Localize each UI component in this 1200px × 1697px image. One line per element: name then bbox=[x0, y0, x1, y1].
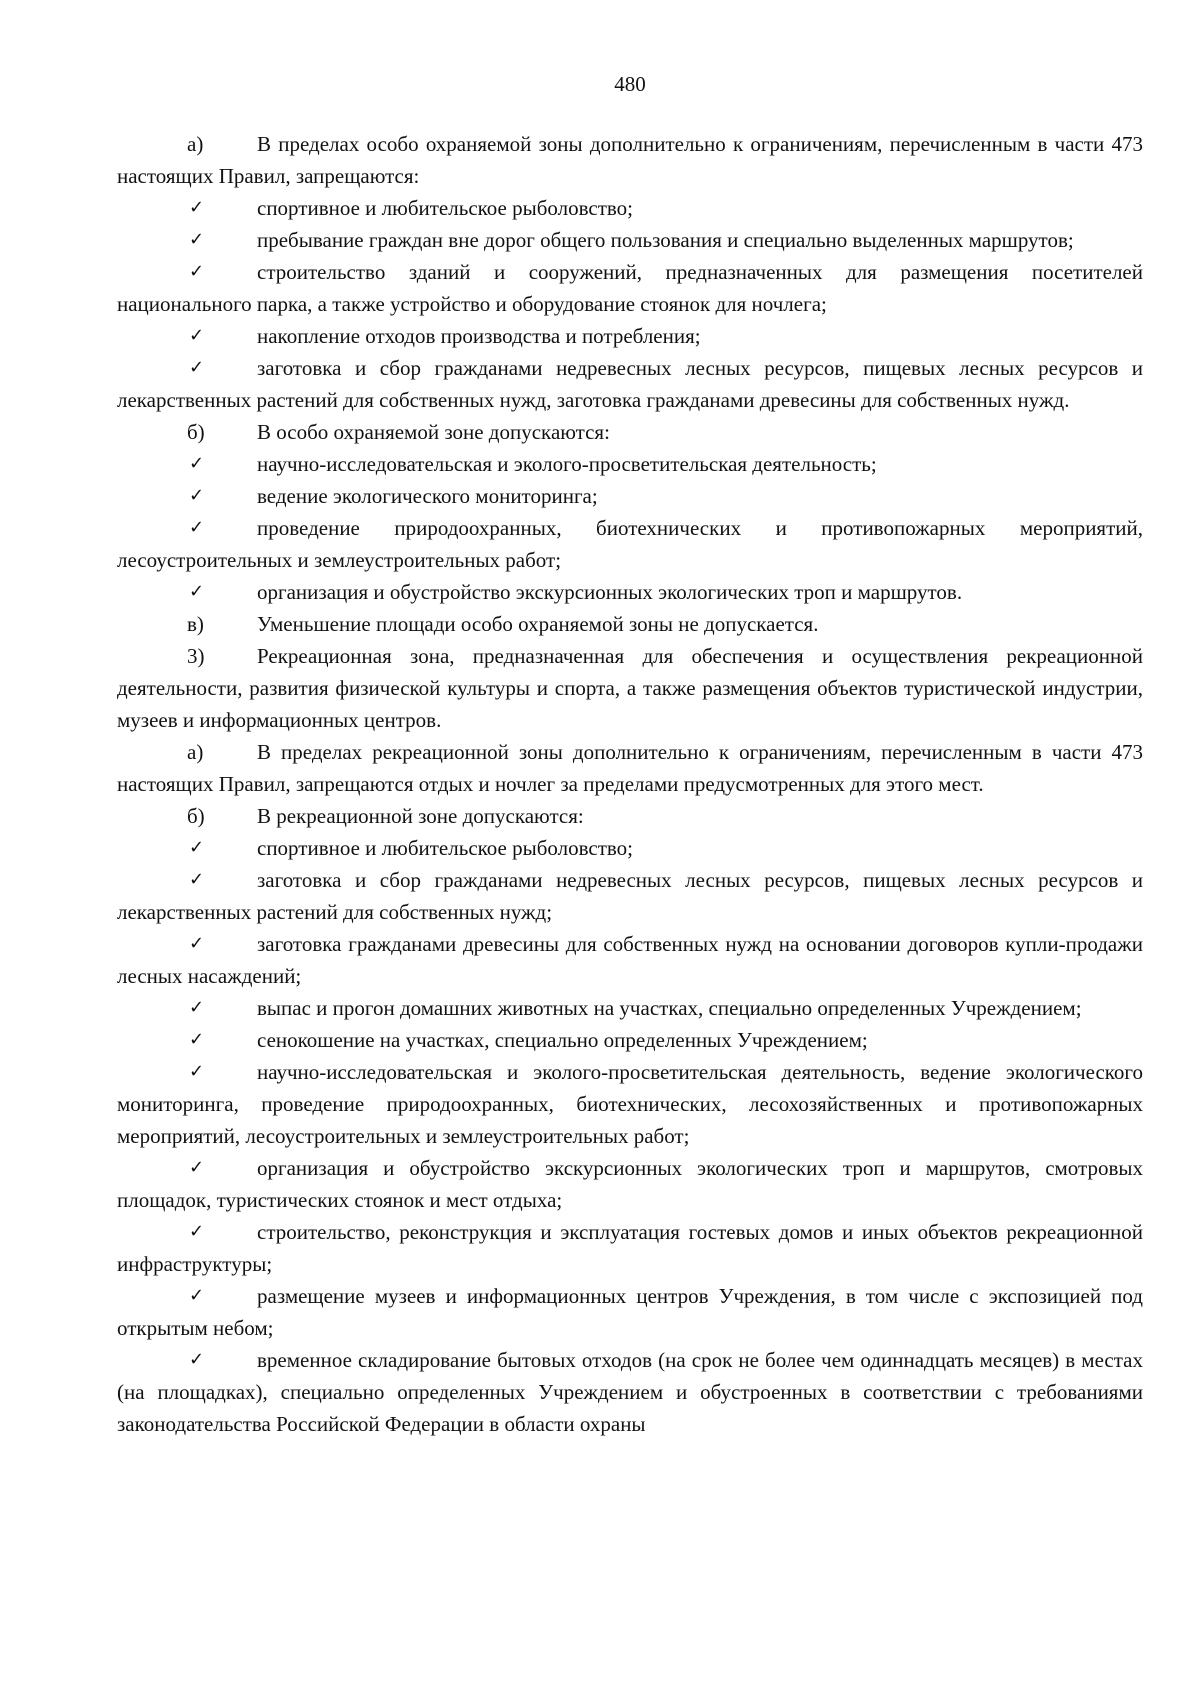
checkmark-icon: ✓ bbox=[189, 261, 205, 282]
list-item bbox=[117, 512, 1143, 576]
clause-marker: б) bbox=[187, 420, 205, 444]
paragraph-text: размещение музеев и информационных центров Учреждения, в том числе с экспозицией под открытым небом; bbox=[117, 1284, 1143, 1340]
clause-paragraph bbox=[117, 416, 1143, 448]
paragraph-text: спортивное и любительское рыболовство; bbox=[257, 836, 633, 860]
paragraph-text: В пределах особо охраняемой зоны дополнительно к ограничениям, перечисленным в части 473 настоящих Правил, запрещаются: bbox=[117, 132, 1143, 188]
checkmark-icon: ✓ bbox=[189, 869, 205, 890]
list-item bbox=[117, 1056, 1143, 1152]
paragraph-text: строительство, реконструкция и эксплуатация гостевых домов и иных объектов рекреационной инфраструктуры; bbox=[117, 1220, 1143, 1276]
paragraph-text: Рекреационная зона, предназначенная для обеспечения и осуществления рекреационной деятельности, развития физической культуры и спорта, а также размещения объектов туристической индустрии, музеев и информационных центров. bbox=[117, 644, 1143, 732]
paragraph-text: заготовка и сбор гражданами недревесных лесных ресурсов, пищевых лесных ресурсов и лекарственных растений для собственных нужд; bbox=[117, 868, 1143, 924]
paragraph-text: научно-исследовательская и эколого-просветительская деятельность; bbox=[257, 452, 877, 476]
list-item bbox=[117, 1216, 1143, 1280]
list-item bbox=[117, 192, 1143, 224]
checkmark-icon: ✓ bbox=[189, 1061, 205, 1082]
clause-paragraph bbox=[117, 608, 1143, 640]
checkmark-icon: ✓ bbox=[189, 1285, 205, 1306]
checkmark-icon: ✓ bbox=[189, 1221, 205, 1242]
paragraph-text: Уменьшение площади особо охраняемой зоны не допускается. bbox=[257, 612, 819, 636]
paragraph-text: ведение экологического мониторинга; bbox=[257, 484, 598, 508]
paragraph-text: В особо охраняемой зоне допускаются: bbox=[257, 420, 610, 444]
checkmark-icon: ✓ bbox=[189, 485, 205, 506]
checkmark-icon: ✓ bbox=[189, 1029, 205, 1050]
checkmark-icon: ✓ bbox=[189, 453, 205, 474]
list-item bbox=[117, 224, 1143, 256]
paragraph-text: заготовка и сбор гражданами недревесных лесных ресурсов, пищевых лесных ресурсов и лекарственных растений для собственных нужд, заготовка гражданами древесины для собственных нужд. bbox=[117, 356, 1143, 412]
paragraph-text: организация и обустройство экскурсионных экологических троп и маршрутов. bbox=[257, 580, 963, 604]
paragraph-text: проведение природоохранных, биотехнических и противопожарных мероприятий, лесоустроительных и землеустроительных работ; bbox=[117, 516, 1143, 572]
checkmark-icon: ✓ bbox=[189, 933, 205, 954]
clause-marker: а) bbox=[187, 740, 204, 764]
list-item bbox=[117, 1024, 1143, 1056]
clause-marker: а) bbox=[187, 132, 204, 156]
list-item bbox=[117, 256, 1143, 320]
list-item bbox=[117, 1344, 1143, 1440]
checkmark-icon: ✓ bbox=[189, 997, 205, 1018]
list-item bbox=[117, 352, 1143, 416]
list-item bbox=[117, 576, 1143, 608]
checkmark-icon: ✓ bbox=[189, 581, 205, 602]
clause-paragraph bbox=[117, 128, 1143, 192]
checkmark-icon: ✓ bbox=[189, 229, 205, 250]
checkmark-icon: ✓ bbox=[189, 357, 205, 378]
checkmark-icon: ✓ bbox=[189, 197, 205, 218]
checkmark-icon: ✓ bbox=[189, 837, 205, 858]
list-item bbox=[117, 320, 1143, 352]
paragraph-text: сенокошение на участках, специально определенных Учреждением; bbox=[257, 1028, 868, 1052]
paragraph-text: заготовка гражданами древесины для собственных нужд на основании договоров купли-продажи лесных насаждений; bbox=[117, 932, 1143, 988]
checkmark-icon: ✓ bbox=[189, 1349, 205, 1370]
paragraph-text: В пределах рекреационной зоны дополнительно к ограничениям, перечисленным в части 473 настоящих Правил, запрещаются отдых и ночлег за пределами предусмотренных для этого мест. bbox=[117, 740, 1143, 796]
paragraph-text: пребывание граждан вне дорог общего пользования и специально выделенных маршрутов; bbox=[257, 228, 1074, 252]
clause-marker: 3) bbox=[187, 644, 205, 668]
paragraph-text: выпас и прогон домашних животных на участках, специально определенных Учреждением; bbox=[257, 996, 1082, 1020]
paragraph-text: спортивное и любительское рыболовство; bbox=[257, 196, 633, 220]
paragraph-text: накопление отходов производства и потребления; bbox=[257, 324, 701, 348]
list-item bbox=[117, 448, 1143, 480]
paragraph-text: временное складирование бытовых отходов (на срок не более чем одиннадцать месяцев) в местах (на площадках), специально определенных Учреждением и обустроенных в соответствии с требованиями законодательства Российской Федерации в области охраны bbox=[117, 1348, 1143, 1436]
list-item bbox=[117, 928, 1143, 992]
list-item bbox=[117, 992, 1143, 1024]
list-item bbox=[117, 1152, 1143, 1216]
clause-paragraph bbox=[117, 800, 1143, 832]
document-body bbox=[117, 128, 1143, 1440]
paragraph-text: научно-исследовательская и эколого-просветительская деятельность, ведение экологического мониторинга, проведение природоохранных, биотехнических, лесохозяйственных и противопожарных мероприятий, лесоустроительных и землеустроительных работ; bbox=[117, 1060, 1143, 1148]
clause-marker: б) bbox=[187, 804, 205, 828]
checkmark-icon: ✓ bbox=[189, 325, 205, 346]
checkmark-icon: ✓ bbox=[189, 1157, 205, 1178]
clause-paragraph bbox=[117, 640, 1143, 736]
list-item bbox=[117, 832, 1143, 864]
clause-marker: в) bbox=[187, 612, 204, 636]
paragraph-text: В рекреационной зоне допускаются: bbox=[257, 804, 584, 828]
page-number: 480 bbox=[614, 72, 646, 96]
list-item bbox=[117, 864, 1143, 928]
paragraph-text: строительство зданий и сооружений, предназначенных для размещения посетителей национального парка, а также устройство и оборудование стоянок для ночлега; bbox=[117, 260, 1143, 316]
list-item bbox=[117, 1280, 1143, 1344]
paragraph-text: организация и обустройство экскурсионных экологических троп и маршрутов, смотровых площадок, туристических стоянок и мест отдыха; bbox=[117, 1156, 1143, 1212]
checkmark-icon: ✓ bbox=[189, 517, 205, 538]
list-item bbox=[117, 480, 1143, 512]
clause-paragraph bbox=[117, 736, 1143, 800]
